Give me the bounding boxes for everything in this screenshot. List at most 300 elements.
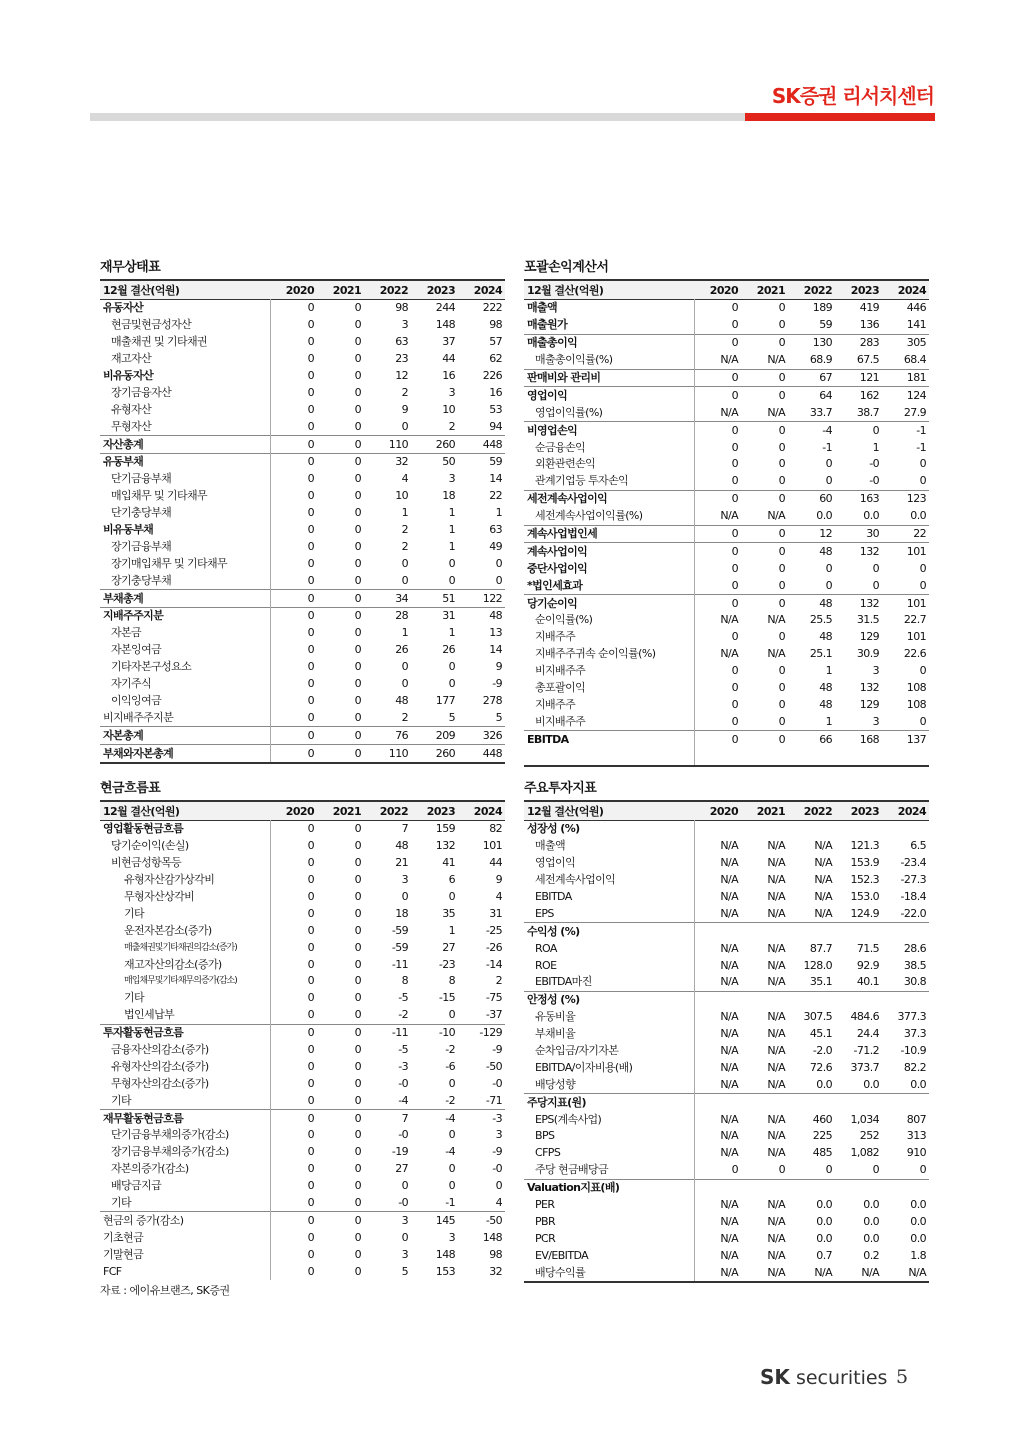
cell-value: 0 [307, 991, 314, 1005]
row-label: 매입채무및기타채무의증가(감소) [100, 973, 270, 990]
row-label: 운전자본감소(증가) [100, 922, 270, 939]
table-row [100, 1195, 505, 1212]
header-label: 12월 결산(억원) [527, 284, 604, 297]
table-row [524, 872, 929, 889]
page-number: 5 [896, 1366, 909, 1388]
cell-value: 6 [448, 873, 455, 887]
table-row [100, 1075, 505, 1092]
cell-value [835, 1179, 882, 1196]
cell-value: 0 [307, 923, 314, 937]
cell-value: 0 [778, 714, 785, 728]
cell-value: N/A [767, 906, 785, 920]
cell-value: 0 [448, 573, 455, 587]
cell-value: 0 [354, 1008, 361, 1022]
row-label: 자본의증가(감소) [100, 1161, 270, 1178]
cell-value: -26 [485, 940, 502, 954]
cell-value: 24.4 [856, 1027, 879, 1041]
cell-value: N/A [720, 1248, 738, 1262]
cell-value: 0 [778, 336, 785, 350]
cell-value: N/A [720, 405, 738, 419]
income-statement-table [524, 279, 929, 767]
row-label: 세전계속사업이익 [524, 872, 694, 889]
cell-value: 27.9 [903, 405, 926, 419]
cell-value: 67.5 [856, 353, 879, 367]
header-year: 2020 [709, 283, 738, 297]
table-row [524, 404, 929, 421]
cell-value: 64 [819, 388, 832, 402]
cell-value: 48 [395, 839, 408, 853]
cell-value: -9 [492, 1145, 502, 1159]
cell-value: 23 [395, 352, 408, 366]
row-label: 지배주주지분 [100, 608, 270, 625]
cell-value: 10 [395, 489, 408, 503]
cell-value: 0 [778, 732, 785, 746]
cell-value: 0 [307, 1128, 314, 1142]
table-row [100, 522, 505, 539]
cell-value: 13 [489, 626, 502, 640]
cell-value: 110 [388, 437, 408, 451]
cell-value [788, 991, 835, 1008]
cell-value: 129 [859, 630, 879, 644]
table-row [100, 351, 505, 368]
table-row [100, 384, 505, 401]
table-row [524, 940, 929, 957]
cell-value: -23.4 [900, 856, 926, 870]
row-label: EV/EBITDA [524, 1247, 694, 1264]
cell-value: 0 [354, 352, 361, 366]
cell-value: 148 [435, 318, 455, 332]
cell-value: 0 [731, 457, 738, 471]
cell-value [835, 748, 882, 766]
header-year: 2023 [850, 804, 879, 818]
cell-value [835, 991, 882, 1008]
cell-value: 68.9 [809, 353, 832, 367]
cell-value: 0 [448, 1008, 455, 1022]
cell-value: 4 [495, 1196, 502, 1210]
cell-value: 101 [906, 630, 926, 644]
cell-value: N/A [767, 941, 785, 955]
cell-value: N/A [767, 958, 785, 972]
cell-value: N/A [908, 1265, 926, 1279]
cell-value: -50 [485, 1213, 502, 1227]
cell-value [882, 1179, 929, 1196]
cell-value: -10.9 [900, 1044, 926, 1058]
cell-value: 181 [906, 371, 926, 384]
cell-value: 0 [307, 506, 314, 520]
cell-value: 3 [448, 472, 455, 486]
cell-value: 27 [395, 1162, 408, 1176]
cell-value: 37.3 [903, 1027, 926, 1041]
cell-value: 122 [482, 591, 502, 605]
cell-value: 68.4 [903, 353, 926, 367]
cell-value: 244 [435, 301, 455, 315]
row-label: 부채비율 [524, 1026, 694, 1043]
cell-value: 3 [401, 1247, 408, 1261]
cell-value: N/A [720, 1112, 738, 1126]
cell-value: 0 [778, 423, 785, 437]
cell-value: 0 [354, 873, 361, 887]
cell-value: N/A [720, 509, 738, 523]
cell-value [694, 991, 741, 1008]
row-label: 장기충당부채 [100, 572, 270, 589]
cell-value [882, 991, 929, 1008]
cell-value: 0 [778, 440, 785, 454]
cell-value: -4 [822, 423, 832, 437]
table-row [100, 555, 505, 572]
cell-value: 3 [401, 318, 408, 332]
row-label: 장기금융자산 [100, 384, 270, 401]
table-row [100, 1092, 505, 1109]
cell-value: 50 [442, 455, 455, 469]
header-year: 2022 [379, 283, 408, 297]
row-label: EBITDA/이자비용(배) [524, 1059, 694, 1076]
header-year: 2023 [850, 283, 879, 297]
cell-value: 38.5 [903, 958, 926, 972]
key-metrics-block [524, 780, 929, 1283]
row-label: 주당 현금배당금 [524, 1162, 694, 1179]
cell-value: 0 [354, 660, 361, 674]
table-row [100, 1058, 505, 1075]
table-row [524, 646, 929, 663]
cell-value: 807 [906, 1112, 926, 1126]
table-row [100, 625, 505, 642]
cell-value: 48 [819, 681, 832, 695]
row-label: 배당금지급 [100, 1178, 270, 1195]
cell-value: 0 [778, 544, 785, 558]
row-label: 기말현금 [100, 1246, 270, 1263]
cell-value: -15 [438, 991, 455, 1005]
cell-value: -10 [438, 1026, 455, 1040]
row-label: 계속사업법인세 [524, 525, 694, 543]
cell-value: 0 [354, 1230, 361, 1244]
row-label: EBITDA [524, 731, 694, 748]
cell-value: 0 [307, 455, 314, 469]
cell-value: 6.5 [910, 839, 926, 853]
row-label: 당기순이익 [524, 595, 694, 612]
cell-value: 0 [778, 1163, 785, 1177]
cell-value [882, 748, 929, 766]
cell-value: 0 [307, 573, 314, 587]
row-label: 단기금융부채의증가(감소) [100, 1127, 270, 1144]
header-year: 2022 [803, 804, 832, 818]
row-label: EBITDA마진 [524, 974, 694, 991]
table-row [100, 659, 505, 676]
header-year: 2021 [332, 804, 361, 818]
cell-value: 5 [448, 710, 455, 724]
cell-value: 9 [401, 402, 408, 416]
table-row [100, 436, 505, 454]
cell-value: 21 [395, 856, 408, 870]
table-row [100, 939, 505, 956]
cell-value: N/A [767, 613, 785, 627]
table-row [100, 1229, 505, 1246]
header-year: 2023 [426, 283, 455, 297]
row-label: BPS [524, 1128, 694, 1145]
cell-value: -0 [398, 1128, 408, 1142]
cell-value: 0 [919, 561, 926, 575]
cell-value: 0 [731, 371, 738, 384]
cell-value: N/A [861, 1265, 879, 1279]
table-row [524, 422, 929, 439]
cell-value: -1 [916, 440, 926, 454]
row-label: 비지배주주 [524, 663, 694, 680]
cell-value: 108 [906, 681, 926, 695]
cell-value: 0 [919, 457, 926, 471]
cell-value: N/A [767, 1044, 785, 1058]
cell-value: N/A [720, 1027, 738, 1041]
cell-value [835, 923, 882, 940]
cell-value: N/A [767, 405, 785, 419]
cell-value: 3 [872, 714, 879, 728]
table-row [100, 1127, 505, 1144]
cell-value: N/A [767, 890, 785, 903]
table-row [524, 1043, 929, 1060]
cell-value: 32 [395, 455, 408, 469]
cell-value: 141 [906, 318, 926, 332]
cell-value: N/A [767, 509, 785, 523]
row-label: FCF [100, 1263, 270, 1280]
row-label: 배당성향 [524, 1076, 694, 1093]
header-year: 2020 [285, 804, 314, 818]
cell-value: 0 [354, 746, 361, 760]
row-label: 비지배주주 [524, 713, 694, 730]
cell-value: 446 [906, 301, 926, 315]
cell-value: 1 [448, 506, 455, 520]
header-label: 12월 결산(억원) [527, 805, 604, 818]
cell-value: N/A [720, 1060, 738, 1074]
cell-value: 0 [731, 423, 738, 437]
row-label: 매출채권 및 기타채권 [100, 334, 270, 351]
header-year: 2022 [803, 283, 832, 297]
cell-value: 0 [307, 556, 314, 570]
table-row [100, 1161, 505, 1178]
cell-value: 0 [354, 489, 361, 503]
cell-value: 92.9 [856, 958, 879, 972]
table-row [524, 991, 929, 1008]
cell-value: 27 [442, 940, 455, 954]
table-row [100, 334, 505, 351]
header-bar [90, 113, 935, 121]
table-row [100, 1024, 505, 1041]
row-label: 유동자산 [100, 300, 270, 317]
cell-value: 31.5 [856, 613, 879, 627]
cell-value: N/A [767, 1198, 785, 1212]
table-row [100, 454, 505, 471]
cell-value: N/A [767, 1265, 785, 1279]
cell-value: N/A [720, 1198, 738, 1212]
cell-value: 0.0 [863, 1231, 879, 1245]
cell-value: 0 [731, 732, 738, 746]
cell-value: 0 [354, 1247, 361, 1261]
cell-value: 0 [778, 527, 785, 541]
row-label: EPS(계속사업) [524, 1111, 694, 1128]
cell-value: 252 [859, 1129, 879, 1143]
cell-value: 1,034 [850, 1112, 879, 1126]
table-row [524, 855, 929, 872]
cell-value: 0 [731, 318, 738, 332]
table-row [100, 872, 505, 889]
header-year: 2024 [473, 804, 502, 818]
row-label: 배당수익률 [524, 1264, 694, 1282]
cell-value: -11 [391, 1026, 408, 1040]
table-row [524, 1247, 929, 1264]
cell-value: 0.7 [816, 1248, 832, 1262]
row-label: 비영업손익 [524, 422, 694, 439]
table-row [524, 577, 929, 594]
table-row [524, 974, 929, 991]
cell-value: 82.2 [903, 1060, 926, 1074]
header-year: 2024 [897, 283, 926, 297]
row-label: 성장성 (%) [524, 821, 694, 838]
cell-value: 37 [442, 335, 455, 349]
cell-value: N/A [767, 1027, 785, 1041]
cell-value: 0 [731, 388, 738, 402]
header-year: 2022 [379, 804, 408, 818]
cell-value [882, 923, 929, 940]
row-label: 세전계속사업이익 [524, 490, 694, 507]
cell-value: N/A [814, 890, 832, 903]
row-label: 영업이익률(%) [524, 404, 694, 421]
row-label: 부채와자본총계 [100, 745, 270, 763]
header-year: 2021 [756, 804, 785, 818]
cell-value: N/A [767, 1248, 785, 1262]
cell-value: -22.0 [900, 906, 926, 920]
cell-value: 18 [442, 489, 455, 503]
cell-value: 0 [307, 1213, 314, 1227]
cell-value: N/A [767, 839, 785, 853]
cell-value: N/A [814, 856, 832, 870]
cell-value: 0 [872, 561, 879, 575]
table-row [524, 612, 929, 629]
cell-value: 0 [354, 856, 361, 870]
cell-value: 132 [859, 544, 879, 558]
cell-value: -4 [398, 1093, 408, 1107]
cell-value: 22 [489, 489, 502, 503]
cell-value: 0 [307, 873, 314, 887]
cell-value: 0 [354, 822, 361, 836]
cell-value: 0 [401, 419, 408, 433]
table-row [524, 838, 929, 855]
table-row [100, 401, 505, 418]
cell-value: 148 [482, 1230, 502, 1244]
table-row [524, 1179, 929, 1196]
cell-value: 0 [778, 301, 785, 315]
cell-value: 0 [354, 1026, 361, 1040]
cell-value: 40.1 [856, 975, 879, 989]
cell-value: 0.0 [863, 1198, 879, 1212]
cell-value: 0 [354, 1179, 361, 1193]
table-row [100, 922, 505, 939]
table-row [524, 748, 929, 766]
row-label: 기타 [100, 905, 270, 922]
cell-value: 0 [307, 728, 314, 742]
table-row [524, 317, 929, 334]
table-row [524, 1111, 929, 1128]
row-label: 매출원가 [524, 317, 694, 334]
cell-value: 153.9 [850, 856, 879, 870]
cell-value [741, 748, 788, 766]
cell-value: 98 [489, 1247, 502, 1261]
table-row [100, 889, 505, 906]
row-label: 법인세납부 [100, 1007, 270, 1024]
cell-value: -9 [492, 1043, 502, 1057]
cell-value: 0 [354, 626, 361, 640]
cell-value: 0 [307, 523, 314, 537]
cell-value: 0 [307, 1264, 314, 1278]
cell-value: 460 [812, 1112, 832, 1126]
cell-value: 0.0 [910, 1077, 926, 1091]
cell-value: 124 [906, 388, 926, 402]
cell-value: 0 [307, 1145, 314, 1159]
cell-value: 0 [778, 318, 785, 332]
cell-value: N/A [767, 1214, 785, 1228]
row-label: 현금의 증가(감소) [100, 1212, 270, 1229]
cell-value: 1 [448, 626, 455, 640]
cell-value: 0 [778, 697, 785, 711]
cell-value: 0 [307, 1196, 314, 1210]
table-row [524, 369, 929, 387]
cell-value: 51 [442, 591, 455, 605]
header-label: 12월 결산(억원) [103, 805, 180, 818]
row-label: 지배주주귀속 순이익률(%) [524, 646, 694, 663]
cell-value: 63 [489, 523, 502, 537]
cell-value: 153 [435, 1264, 455, 1278]
row-label: 영업이익 [524, 387, 694, 404]
cell-value: 63 [395, 335, 408, 349]
cell-value: N/A [814, 873, 832, 887]
cell-value: 0 [778, 578, 785, 592]
cell-value: 0 [825, 1163, 832, 1177]
table-row [524, 889, 929, 906]
cell-value: 132 [859, 681, 879, 695]
cell-value: -0 [398, 1196, 408, 1210]
row-label: 장기금융부채 [100, 538, 270, 555]
cell-value: 0.0 [863, 509, 879, 523]
table-row [100, 1007, 505, 1024]
header-year: 2021 [756, 283, 785, 297]
table-row [524, 1026, 929, 1043]
row-label: ROA [524, 940, 694, 957]
row-label: 재무활동현금흐름 [100, 1110, 270, 1127]
cell-value: N/A [767, 1077, 785, 1091]
row-label: 계속사업이익 [524, 543, 694, 560]
cell-value: 0 [778, 388, 785, 402]
cell-value: 0 [307, 693, 314, 707]
cell-value: 31 [442, 609, 455, 623]
cell-value [835, 821, 882, 838]
cell-value: 0 [307, 957, 314, 971]
cell-value: 62 [489, 352, 502, 366]
cell-value: 5 [495, 710, 502, 724]
cell-value: 129 [859, 697, 879, 711]
table-row [100, 1263, 505, 1280]
cell-value: 0 [307, 856, 314, 870]
cell-value: 0 [307, 626, 314, 640]
cell-value: 0 [354, 728, 361, 742]
cell-value: 0 [307, 643, 314, 657]
cell-value: 0 [448, 890, 455, 903]
cell-value: -11 [391, 957, 408, 971]
row-label: 기타 [100, 990, 270, 1007]
cell-value: N/A [720, 839, 738, 853]
cell-value: 0.0 [816, 509, 832, 523]
table-row [524, 352, 929, 369]
cell-value: 0 [354, 472, 361, 486]
cell-value: 0 [354, 1162, 361, 1176]
cell-value: 0.0 [863, 1214, 879, 1228]
cell-value: 0 [354, 402, 361, 416]
cell-value: 28.6 [903, 941, 926, 955]
